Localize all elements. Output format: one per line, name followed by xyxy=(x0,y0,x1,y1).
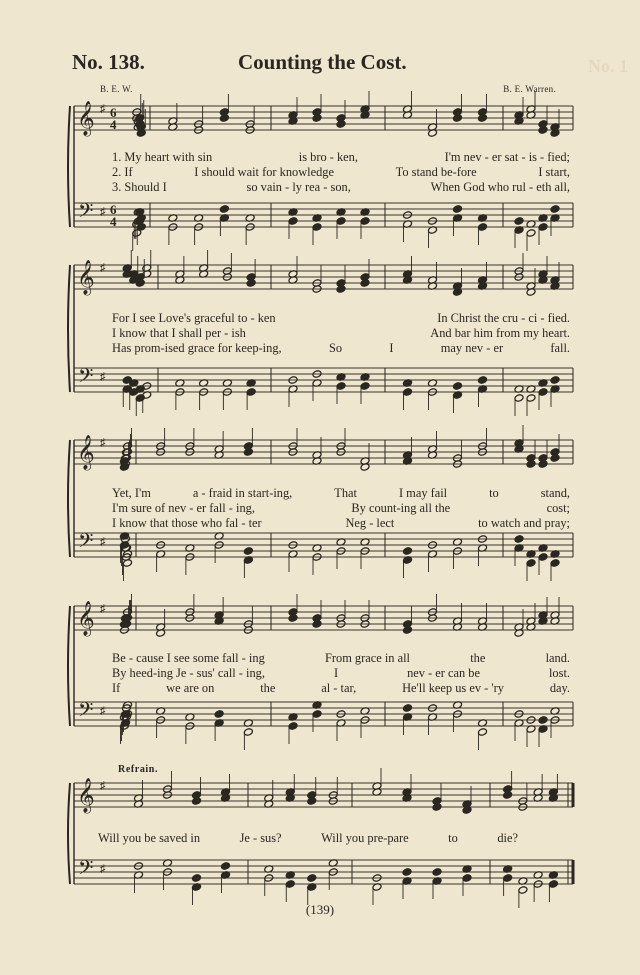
lyric-segment: Be - cause I see some fall - ing xyxy=(112,651,265,665)
refrain-label: Refrain. xyxy=(118,764,159,775)
page-number: (139) xyxy=(305,902,335,917)
sharp-icon: ♯ xyxy=(100,780,106,792)
treble-clef-icon: 𝄞 xyxy=(77,435,95,470)
lyric-segment: From grace in all xyxy=(324,651,410,665)
note-head xyxy=(432,868,442,877)
lyric-segment: For I see Love's graceful to - ken xyxy=(112,311,276,325)
lyric-segment: By count-ing all the xyxy=(351,501,451,515)
sharp-icon: ♯ xyxy=(100,863,106,875)
lyric-segment: stand, xyxy=(540,486,570,500)
note-head xyxy=(526,559,536,568)
lyric-segment: I xyxy=(389,341,394,355)
note-head xyxy=(214,710,224,719)
hymn-title: Counting the Cost. xyxy=(238,50,407,74)
treble-clef-icon: 𝄞 xyxy=(77,601,95,636)
note-head xyxy=(360,382,370,391)
lyric-segment: Has prom-ised grace for keep-ing, xyxy=(112,341,282,355)
lyric-segment: Will you pre-pare xyxy=(321,831,409,845)
lyric-segment: al - tar, xyxy=(321,681,357,695)
note-head xyxy=(514,535,524,544)
note-head xyxy=(548,880,558,889)
music-credit: B. E. Warren. xyxy=(503,84,556,94)
lyric-segment: Neg - lect xyxy=(345,516,395,530)
note-head xyxy=(550,376,560,385)
lyric-segment: I may fail xyxy=(398,486,448,500)
sharp-icon: ♯ xyxy=(100,103,106,115)
lyric-segment: And bar him from my heart. xyxy=(430,326,570,340)
sharp-icon: ♯ xyxy=(100,371,106,383)
lyric-segment: to watch and pray; xyxy=(478,516,570,530)
lyric-segment: nev - er can be xyxy=(407,666,480,680)
note-head xyxy=(550,205,560,214)
note-head xyxy=(403,704,413,713)
lyric-segment: may nev - er xyxy=(440,341,504,355)
lyric-segment: He'll keep us ev - 'ry xyxy=(402,681,504,695)
lyric-segment: I'm sure of nev - er fall - ing, xyxy=(112,501,255,515)
bass-clef-icon: 𝄢 xyxy=(78,364,94,392)
treble-clef-icon: 𝄞 xyxy=(77,101,95,136)
sharp-icon: ♯ xyxy=(100,437,106,449)
note-head xyxy=(243,728,253,737)
lyric-segment: 1. My heart with sin xyxy=(112,150,213,164)
lyric-line xyxy=(112,666,570,681)
sharp-icon: ♯ xyxy=(100,536,106,548)
sharp-icon: ♯ xyxy=(100,603,106,615)
note-head xyxy=(285,880,295,889)
lyric-segment: I'm nev - er sat - is - fied; xyxy=(444,150,570,164)
lyric-segment: land. xyxy=(545,651,570,665)
brace-icon xyxy=(68,606,70,726)
treble-clef-icon: 𝄞 xyxy=(77,260,95,295)
note-head xyxy=(538,223,548,232)
note-head xyxy=(453,382,463,391)
note-head xyxy=(538,553,548,562)
lyric-segment: Yet, I'm xyxy=(112,486,151,500)
time-signature: 6 xyxy=(110,202,117,217)
lyric-segment: lost. xyxy=(548,666,570,680)
sharp-icon: ♯ xyxy=(100,262,106,274)
lyric-segment: to xyxy=(448,831,458,845)
lyric-line xyxy=(112,311,570,326)
note-head xyxy=(312,710,322,719)
note-head xyxy=(514,394,524,403)
note-head xyxy=(503,874,513,883)
note-head xyxy=(336,217,346,226)
note-head xyxy=(526,394,536,403)
note-head xyxy=(538,388,548,397)
lyric-segment: To stand be-fore xyxy=(395,165,477,179)
bass-clef-icon: 𝄢 xyxy=(78,698,94,726)
note-head xyxy=(219,205,229,214)
bass-clef-icon: 𝄢 xyxy=(78,199,94,227)
note-head xyxy=(192,874,202,883)
lyric-segment: I should wait for knowledge xyxy=(194,165,335,179)
sharp-icon: ♯ xyxy=(100,705,106,717)
lyric-line xyxy=(112,501,570,516)
lyric-segment: By heed-ing Je - sus' call - ing, xyxy=(112,666,265,680)
lyric-segment: 3. Should I xyxy=(112,180,167,194)
note-head xyxy=(402,868,412,877)
lyric-segment: a - fraid in start-ing, xyxy=(192,486,293,500)
lyric-line xyxy=(112,486,570,501)
brace-icon xyxy=(68,783,70,884)
lyric-line xyxy=(112,165,570,180)
time-signature: 4 xyxy=(110,117,117,132)
words-credit: B. E. W. xyxy=(100,84,133,94)
lyric-segment: Je - sus? xyxy=(239,831,282,845)
note-head xyxy=(403,547,413,556)
note-head xyxy=(243,547,253,556)
lyric-segment: I know that I shall per - ish xyxy=(112,326,246,340)
treble-clef-icon: 𝄞 xyxy=(77,778,95,813)
lyric-segment: fall. xyxy=(550,341,570,355)
note-head xyxy=(538,716,548,725)
lyric-segment: so vain - ly rea - son, xyxy=(246,180,351,194)
note-head xyxy=(336,382,346,391)
note-head xyxy=(221,862,231,871)
lyric-segment: That xyxy=(334,486,357,500)
lyric-segment: If xyxy=(112,681,121,695)
note-head xyxy=(478,223,488,232)
note-head xyxy=(360,217,370,226)
lyric-segment: I start, xyxy=(538,165,570,179)
lyric-segment: the xyxy=(260,681,276,695)
note-head xyxy=(514,217,524,226)
lyric-line xyxy=(112,516,570,531)
lyric-line xyxy=(112,326,570,341)
note-head xyxy=(478,728,488,737)
sharp-icon: ♯ xyxy=(100,206,106,218)
lyric-segment: day. xyxy=(549,681,570,695)
hymn-number: No. 138. xyxy=(72,50,145,74)
note-head xyxy=(288,722,298,731)
lyric-segment: we are on xyxy=(166,681,215,695)
lyric-segment: In Christ the cru - ci - fied. xyxy=(437,311,570,325)
note-head xyxy=(518,886,528,895)
brace-icon xyxy=(68,440,70,557)
note-head xyxy=(403,388,413,397)
lyric-line xyxy=(98,831,518,846)
lyric-segment: cost; xyxy=(546,501,570,515)
note-head xyxy=(550,559,560,568)
time-signature: 4 xyxy=(110,214,117,229)
note-head xyxy=(453,205,463,214)
brace-icon xyxy=(68,265,70,392)
note-head xyxy=(288,217,298,226)
note-head xyxy=(307,874,317,883)
bass-clef-icon: 𝄢 xyxy=(78,529,94,557)
lyric-segment: Will you be saved in xyxy=(98,831,201,845)
lyric-segment: the xyxy=(470,651,486,665)
brace-icon xyxy=(68,106,70,227)
lyric-line xyxy=(112,681,570,696)
note-head xyxy=(312,223,322,232)
bleed-through-text: No. 1 xyxy=(588,56,628,76)
lyric-segment: I xyxy=(333,666,339,680)
lyric-segment: I know that those who fal - ter xyxy=(112,516,262,530)
note-head xyxy=(478,376,488,385)
note-head xyxy=(526,229,536,238)
time-signature: 6 xyxy=(110,105,117,120)
lyric-segment: is bro - ken, xyxy=(298,150,358,164)
lyric-segment: die? xyxy=(497,831,518,845)
bass-clef-icon: 𝄢 xyxy=(78,856,94,884)
lyric-line xyxy=(112,150,570,165)
lyric-segment: When God who rul - eth all, xyxy=(430,180,570,194)
lyric-segment: 2. If xyxy=(112,165,133,179)
lyric-line xyxy=(112,651,570,666)
lyric-line xyxy=(112,341,570,356)
lyric-line xyxy=(112,180,570,195)
lyric-segment: to xyxy=(489,486,499,500)
note-head xyxy=(462,874,472,883)
note-head xyxy=(246,388,256,397)
lyric-segment: So xyxy=(328,341,343,355)
